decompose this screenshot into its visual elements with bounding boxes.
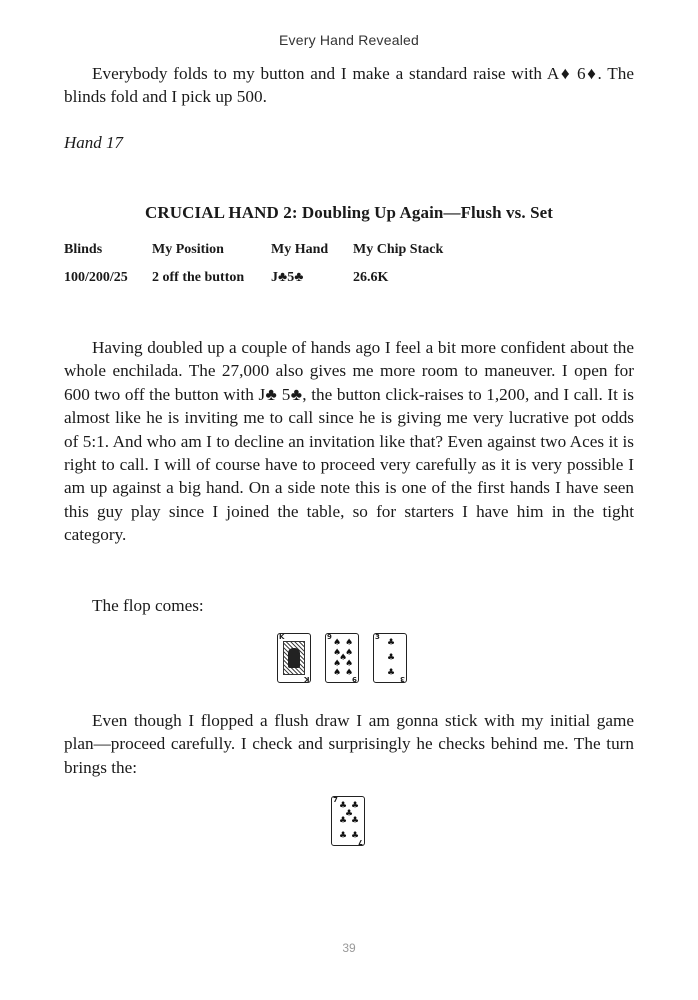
- hand-label: Hand 17: [64, 133, 124, 152]
- header-blinds: Blinds: [64, 242, 103, 257]
- card-rank-bottom: 3: [400, 675, 405, 683]
- playing-card-9-spades: [325, 633, 359, 683]
- table-row: [64, 264, 463, 292]
- card-rank-bottom: 9: [352, 675, 357, 683]
- value-chip-stack: 26.6K: [353, 270, 389, 285]
- running-title: Every Hand Revealed: [279, 32, 419, 48]
- spades-pip-icon: ♠: [345, 638, 354, 648]
- header-chip-stack: My Chip Stack: [353, 242, 444, 257]
- spades-pip-icon: ♠: [345, 659, 354, 669]
- clubs-pip-icon: ♣: [387, 653, 396, 663]
- flop-intro-paragraph: [64, 594, 634, 617]
- card-rank: 9: [327, 633, 332, 641]
- hand-info-table: [64, 236, 463, 292]
- header-hand: My Hand: [271, 242, 329, 257]
- card-rank: 7: [333, 796, 338, 804]
- playing-card-3-clubs: [373, 633, 407, 683]
- clubs-pip-icon: ♣: [387, 668, 396, 678]
- clubs-pip-icon: ♣: [351, 816, 360, 826]
- spades-pip-icon: ♠: [339, 653, 348, 663]
- section-title: CRUCIAL HAND 2: Doubling Up Again—Flush vs. Set: [144, 203, 554, 222]
- card-rank: 3: [375, 633, 380, 641]
- playing-card-7-clubs: [331, 796, 365, 846]
- value-position: 2 off the button: [152, 270, 245, 285]
- main-text: Having doubled up a couple of hands ago I feel a bit more confident about the whole enchilada. The 27,000 also gives me more room to maneuver. I open for 600 two off the button with J♣ 5♣, the button click-raises to 1,200, and I call. It is almost like he is inviting me to call since he is giving me very lucrative pot odds of 5:1. And who am I to decline an invitation like that? Even against two Aces it is right to call. I will of course have to proceed very carefully as it is very possible I am up against a big hand. On a side note this is one of the first hands I have seen this guy play since I joined the table, so for starters I have him in the tight category.: [64, 338, 634, 545]
- flop-intro-text: The flop comes:: [92, 596, 204, 615]
- header-position: My Position: [152, 242, 224, 257]
- spades-pip-icon: ♠: [333, 638, 342, 648]
- clubs-pip-icon: ♣: [351, 801, 360, 811]
- clubs-pip-icon: ♣: [339, 801, 348, 811]
- card-face-picture: [283, 641, 305, 675]
- card-rank-bottom: K: [303, 675, 309, 683]
- turn-cards: [331, 796, 365, 846]
- playing-card-k-clubs: [277, 633, 311, 683]
- value-hand: J♣5♣: [271, 270, 304, 285]
- table-header-row: [64, 236, 463, 264]
- spades-pip-icon: ♠: [333, 659, 342, 669]
- intro-paragraph: [64, 62, 634, 109]
- clubs-pip-icon: ♣: [339, 816, 348, 826]
- clubs-pip-icon: ♣: [351, 831, 360, 841]
- clubs-pip-icon: ♣: [339, 831, 348, 841]
- clubs-pip-icon: ♣: [387, 638, 396, 648]
- value-blinds: 100/200/25: [64, 270, 128, 285]
- after-flop-text: Even though I flopped a flush draw I am gonna stick with my initial game plan—proceed carefully. I check and surprisingly he checks behind me. The turn brings the:: [64, 711, 634, 777]
- after-flop-paragraph: [64, 709, 634, 779]
- card-king-figure: [288, 648, 300, 668]
- spades-pip-icon: ♠: [333, 668, 342, 678]
- intro-text: Everybody folds to my button and I make a standard raise with A♦ 6♦. The blinds fold and I pick up 500.: [64, 64, 634, 107]
- spades-pip-icon: ♠: [345, 648, 354, 658]
- card-rank: K: [279, 633, 285, 641]
- flop-cards: [277, 633, 407, 683]
- spades-pip-icon: ♠: [333, 648, 342, 658]
- spades-pip-icon: ♠: [345, 668, 354, 678]
- card-rank-bottom: 7: [358, 838, 363, 846]
- main-paragraph: [64, 336, 634, 547]
- clubs-pip-icon: ♣: [345, 809, 354, 819]
- page-number: 39: [342, 941, 356, 955]
